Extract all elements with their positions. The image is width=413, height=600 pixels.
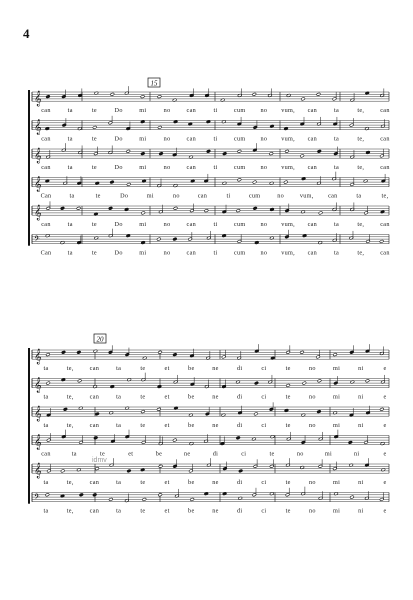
staff-6 <box>32 229 390 257</box>
lyric-syllable: te, <box>357 164 365 172</box>
lyric-syllable: di <box>212 450 219 458</box>
lyric-syllable: can <box>41 164 51 172</box>
treble-clef-icon: 𝄞 <box>34 177 42 193</box>
lyric-syllable: e <box>383 450 387 458</box>
lyric-syllable: be <box>188 422 195 430</box>
lyric-syllable: ta <box>334 135 340 143</box>
notehead <box>173 353 177 357</box>
lyric-syllable: no <box>308 479 316 487</box>
notehead <box>110 93 114 97</box>
lyric-syllable: can <box>380 107 390 115</box>
lyric-syllable: te <box>91 164 97 172</box>
lyric-syllable: no <box>296 450 304 458</box>
lyric-syllable: ti <box>213 221 218 229</box>
bass-clef-icon: 𝄢 <box>34 493 40 504</box>
notehead <box>173 237 177 241</box>
lyric-syllable: can <box>380 135 390 143</box>
lyric-syllable: can <box>89 479 100 487</box>
lyric-syllable: can <box>89 393 100 401</box>
notehead <box>94 436 98 440</box>
lyric-syllable: can <box>186 221 197 229</box>
notehead <box>269 152 273 156</box>
notehead <box>158 351 162 355</box>
lyric-syllable: no <box>308 422 316 430</box>
notehead <box>140 95 144 99</box>
lyric-syllable: can <box>380 164 390 172</box>
lyric-syllable: ta <box>67 221 73 229</box>
lyric-syllable: ta <box>356 192 362 200</box>
notehead <box>380 408 384 412</box>
notehead <box>333 353 337 357</box>
lyric-syllable: cum <box>233 221 246 229</box>
lyric-syllable: ta <box>116 422 122 430</box>
lyric-syllable: te, <box>66 507 74 515</box>
notehead <box>93 493 97 497</box>
lyric-syllable: Do <box>114 164 123 172</box>
lyric-syllable: te <box>140 422 146 430</box>
lyric-syllable: ci <box>261 393 267 401</box>
lyric-syllable: ne <box>212 507 219 515</box>
lyric-syllable: ta <box>43 422 49 430</box>
staff-3 <box>32 402 389 429</box>
lyric-syllable: can <box>186 107 197 115</box>
bass-clef-icon: 𝄢 <box>34 235 40 246</box>
notehead <box>95 467 99 471</box>
lyric-syllable: no <box>308 393 316 401</box>
notehead <box>109 498 113 502</box>
notehead <box>252 180 256 184</box>
lyric-syllable: di <box>237 365 243 373</box>
page-number: 4 <box>23 26 30 41</box>
notehead <box>254 381 258 385</box>
lyric-syllable: mi <box>333 507 341 515</box>
lyric-syllable: Do <box>114 107 123 115</box>
notehead <box>95 412 99 416</box>
lyric-syllable: Do <box>114 221 123 229</box>
lyric-syllable: cum <box>233 135 246 143</box>
notehead <box>379 240 383 244</box>
staff-3 <box>32 143 390 171</box>
measure-marker <box>148 78 160 88</box>
lyric-syllable: can <box>89 422 100 430</box>
lyric-syllable: e <box>383 422 387 430</box>
notehead <box>158 493 162 497</box>
notehead <box>76 207 80 211</box>
lyric-syllable: te, <box>357 249 365 257</box>
lyric-syllable: ni <box>358 507 364 515</box>
lyric-syllable: Do <box>114 249 123 257</box>
treble-clef-icon: 𝄞 <box>34 205 42 221</box>
notehead <box>285 150 289 154</box>
lyric-syllable: no <box>163 135 171 143</box>
lyric-syllable: et <box>164 365 170 373</box>
lyric-syllable: te <box>285 422 291 430</box>
notehead <box>236 209 240 213</box>
lyric-syllable: can <box>380 249 390 257</box>
treble-clef-icon: 𝄞 <box>34 406 42 422</box>
system-2 <box>28 334 389 515</box>
lyric-syllable: be <box>188 393 195 401</box>
lyric-syllable: no <box>260 164 268 172</box>
lyric-syllable: e <box>383 507 387 515</box>
lyric-syllable: ta <box>43 507 49 515</box>
lyric-syllable: di <box>237 422 243 430</box>
lyric-syllable: mi <box>139 221 147 229</box>
lyric-syllable: ta <box>67 107 73 115</box>
treble-clef-icon: 𝄞 <box>34 120 42 136</box>
lyric-syllable: te, <box>381 192 389 200</box>
lyric-syllable: te <box>91 107 97 115</box>
lyric-syllable: te <box>285 365 291 373</box>
staff-4 <box>32 430 389 458</box>
treble-clef-icon: 𝄞 <box>34 148 42 164</box>
notehead <box>110 180 114 184</box>
lyric-syllable: te, <box>357 107 365 115</box>
treble-clef-icon: 𝄞 <box>34 91 42 107</box>
lyric-syllable: Do <box>114 135 123 143</box>
lyric-syllable: can <box>186 164 197 172</box>
treble-clef-icon: 𝄞 <box>34 463 42 479</box>
lyric-syllable: te, <box>66 365 74 373</box>
lyric-syllable: ni <box>358 422 364 430</box>
notehead <box>46 381 50 385</box>
lyric-syllable: te <box>140 365 146 373</box>
lyric-syllable: no <box>260 249 268 257</box>
measure-marker <box>94 334 106 344</box>
notehead <box>158 465 162 469</box>
lyric-syllable: no <box>163 221 171 229</box>
notehead <box>301 97 305 101</box>
lyric-syllable: vum, <box>281 107 296 115</box>
lyric-syllable: can <box>41 221 51 229</box>
notehead <box>45 493 49 497</box>
lyric-syllable: ta <box>334 249 340 257</box>
lyric-syllable: no <box>277 192 285 200</box>
lyric-syllable: ti <box>213 107 218 115</box>
notehead <box>157 95 161 99</box>
lyric-syllable: can <box>89 507 100 515</box>
lyric-syllable: ci <box>261 479 267 487</box>
notehead <box>350 495 354 499</box>
lyric-syllable: no <box>308 365 316 373</box>
lyric-syllable: mi <box>139 135 147 143</box>
lyric-syllable: ni <box>354 450 360 458</box>
lyric-syllable: et <box>164 393 170 401</box>
lyric-syllable: e <box>383 365 387 373</box>
notehead <box>286 384 290 388</box>
notehead <box>157 237 161 241</box>
lyric-syllable: te <box>269 450 275 458</box>
lyric-syllable: no <box>163 249 171 257</box>
lyric-syllable: no <box>163 107 171 115</box>
notehead <box>204 209 208 213</box>
lyric-syllable: te <box>99 450 106 458</box>
lyric-syllable: di <box>237 393 243 401</box>
notehead <box>157 408 161 412</box>
notehead <box>93 126 97 130</box>
notehead <box>173 207 177 211</box>
lyric-syllable: cum <box>233 164 246 172</box>
lyric-syllable: vum, <box>281 249 296 257</box>
notehead <box>141 410 145 414</box>
lyric-syllable: te, <box>66 479 74 487</box>
lyric-syllable: te, <box>66 393 74 401</box>
notehead <box>318 211 322 215</box>
notehead <box>126 150 130 154</box>
notehead <box>206 150 210 154</box>
lyric-syllable: e <box>383 393 387 401</box>
lyric-syllable: can <box>380 221 390 229</box>
notehead <box>236 436 240 440</box>
notehead <box>127 183 131 187</box>
notehead <box>61 469 65 473</box>
lyric-syllable: can <box>307 135 318 143</box>
notehead <box>158 126 162 130</box>
lyric-syllable: ne <box>184 450 191 458</box>
lyric-syllable: di <box>237 507 243 515</box>
notehead <box>63 408 67 412</box>
lyric-syllable: te <box>285 507 291 515</box>
lyric-syllable: be <box>188 365 195 373</box>
lyric-syllable: no <box>260 221 268 229</box>
lyric-syllable: te, <box>357 135 365 143</box>
lyric-syllable: vum, <box>299 192 314 200</box>
lyric-syllable: no <box>308 507 316 515</box>
watermark-text: idmv <box>92 457 107 464</box>
lyric-syllable: cum <box>248 192 261 200</box>
notehead <box>348 441 352 445</box>
staff-2 <box>32 373 389 401</box>
lyric-syllable: ta <box>116 507 122 515</box>
lyric-syllable: te, <box>66 422 74 430</box>
lyric-syllable: ti <box>213 164 218 172</box>
lyric-syllable: ci <box>261 422 267 430</box>
lyric-syllable: te <box>140 393 146 401</box>
lyric-syllable: ta <box>43 479 49 487</box>
notehead <box>253 207 257 211</box>
lyric-syllable: be <box>155 450 163 458</box>
lyric-syllable: mi <box>333 422 341 430</box>
notehead <box>77 351 81 355</box>
lyric-syllable: can <box>186 249 197 257</box>
lyric-syllable: ci <box>261 365 267 373</box>
lyric-syllable: can <box>41 107 51 115</box>
lyric-syllable: can <box>41 450 51 458</box>
lyric-syllable: ni <box>358 393 364 401</box>
lyric-syllable: Can <box>40 249 52 257</box>
lyric-syllable: te <box>140 507 146 515</box>
lyric-syllable: ci <box>241 450 247 458</box>
notehead <box>302 381 306 385</box>
notehead <box>317 410 321 414</box>
notehead <box>190 498 194 502</box>
lyric-syllable: ne <box>212 393 219 401</box>
notehead <box>317 150 321 154</box>
lyric-syllable: te <box>140 479 146 487</box>
lyric-syllable: can <box>328 192 338 200</box>
notehead <box>61 351 65 355</box>
lyric-syllable: Do <box>120 192 129 200</box>
lyric-syllable: can <box>197 192 208 200</box>
lyric-syllable: ti <box>226 192 231 200</box>
lyric-syllable: can <box>307 221 318 229</box>
lyric-syllable: can <box>307 249 318 257</box>
lyric-syllable: mi <box>333 365 341 373</box>
lyric-syllable: te <box>285 393 291 401</box>
staff-2 <box>32 116 390 143</box>
lyric-syllable: mi <box>324 450 333 458</box>
notehead <box>108 207 112 211</box>
system-bracket <box>28 348 30 504</box>
lyric-syllable: mi <box>139 107 147 115</box>
notehead <box>238 469 242 473</box>
lyric-syllable: ti <box>213 249 218 257</box>
lyric-syllable: ta <box>67 135 73 143</box>
lyric-syllable: ta <box>334 164 340 172</box>
notehead <box>46 95 50 99</box>
treble-clef-icon: 𝄞 <box>34 378 42 394</box>
notehead <box>300 351 304 355</box>
lyric-syllable: be <box>188 507 195 515</box>
lyric-syllable: ta <box>69 192 75 200</box>
lyric-syllable: ni <box>358 365 364 373</box>
lyric-syllable: te, <box>357 221 365 229</box>
lyric-syllable: be <box>188 479 195 487</box>
system-1 <box>28 78 390 257</box>
lyric-syllable: te <box>91 135 97 143</box>
lyric-syllable: te <box>91 221 97 229</box>
lyric-syllable: can <box>307 164 318 172</box>
lyric-syllable: mi <box>146 192 154 200</box>
lyric-syllable: vum, <box>281 135 296 143</box>
staff-1 <box>32 86 390 114</box>
lyric-syllable: ta <box>116 479 122 487</box>
lyric-syllable: vum, <box>281 164 296 172</box>
lyric-syllable: mi <box>333 479 341 487</box>
lyric-syllable: ta <box>334 107 340 115</box>
notehead <box>173 438 177 442</box>
lyric-syllable: vum, <box>281 221 296 229</box>
notehead <box>300 154 304 158</box>
lyric-syllable: ta <box>67 164 73 172</box>
lyric-syllable: ne <box>212 365 219 373</box>
notehead <box>254 412 258 416</box>
measure-number: 20 <box>96 335 104 344</box>
lyric-syllable: ta <box>334 221 340 229</box>
staff-5 <box>32 201 390 228</box>
lyric-syllable: mi <box>139 249 147 257</box>
notehead <box>317 379 321 383</box>
lyric-syllable: ta <box>71 450 77 458</box>
notehead <box>46 353 50 357</box>
lyric-syllable: no <box>172 192 180 200</box>
measure-number: 15 <box>150 79 158 88</box>
lyric-syllable: ta <box>67 249 73 257</box>
lyric-syllable: et <box>164 479 170 487</box>
lyric-syllable: can <box>89 365 100 373</box>
lyric-syllable: no <box>260 135 268 143</box>
lyric-syllable: ta <box>43 365 49 373</box>
lyric-syllable: mi <box>333 393 341 401</box>
lyric-syllable: te <box>91 249 97 257</box>
lyric-syllable: Can <box>40 192 52 200</box>
lyric-syllable: e <box>383 479 387 487</box>
staff-4 <box>32 172 389 200</box>
notehead <box>60 207 64 211</box>
lyric-syllable: ta <box>116 393 122 401</box>
lyric-syllable: ta <box>116 365 122 373</box>
treble-clef-icon: 𝄞 <box>34 349 42 365</box>
lyric-syllable: ta <box>43 393 49 401</box>
lyric-syllable: di <box>237 479 243 487</box>
lyric-syllable: te <box>285 479 291 487</box>
notehead <box>141 211 145 215</box>
notehead <box>365 379 369 383</box>
lyric-syllable: cum <box>233 107 246 115</box>
notehead <box>316 93 320 97</box>
lyric-syllable: ne <box>212 422 219 430</box>
lyric-syllable: ci <box>261 507 267 515</box>
staff-6 <box>32 487 389 515</box>
notehead <box>252 93 256 97</box>
lyric-syllable: et <box>164 422 170 430</box>
system-bracket <box>28 90 30 246</box>
staff-5 <box>32 458 389 486</box>
lyric-syllable: et <box>128 450 134 458</box>
lyric-syllable: no <box>260 107 268 115</box>
lyric-syllable: ni <box>358 479 364 487</box>
lyric-syllable: ti <box>213 135 218 143</box>
notehead <box>237 150 241 154</box>
notehead <box>127 469 131 473</box>
notehead <box>142 498 146 502</box>
lyric-syllable: no <box>163 164 171 172</box>
notehead <box>77 379 81 383</box>
lyric-syllable: cum <box>233 249 246 257</box>
notehead <box>237 178 241 182</box>
notehead <box>284 180 288 184</box>
lyric-syllable: ne <box>212 479 219 487</box>
lyric-syllable: can <box>307 107 318 115</box>
lyric-syllable: can <box>41 135 51 143</box>
notehead <box>159 152 163 156</box>
treble-clef-icon: 𝄞 <box>34 435 42 451</box>
notehead <box>222 152 226 156</box>
lyric-syllable: can <box>186 135 197 143</box>
notehead <box>79 493 83 497</box>
lyric-syllable: mi <box>139 164 147 172</box>
lyric-syllable: te <box>95 192 101 200</box>
staff-1 <box>32 344 389 372</box>
notehead <box>141 152 145 156</box>
lyric-syllable: et <box>164 507 170 515</box>
